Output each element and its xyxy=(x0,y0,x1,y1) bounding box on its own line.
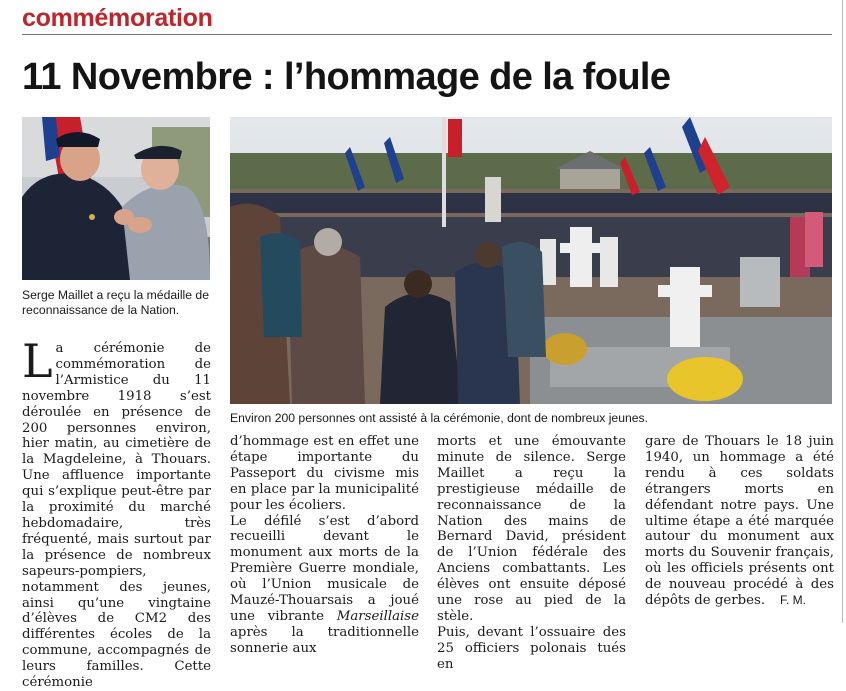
column-2-paragraph-a: d’hommage est en effet une étape importante du Passeport du civisme mis en place par la municipalité pour les écoliers. xyxy=(230,434,419,513)
crowd-cemetery-photo xyxy=(230,117,832,404)
column-2-text-post: après la traditionnelle sonnerie aux xyxy=(230,624,419,656)
drop-cap: L xyxy=(22,334,53,388)
article-column-1 xyxy=(22,334,211,691)
article-column-3 xyxy=(437,434,626,673)
marseillaise-italic: Marseillaise xyxy=(336,608,419,624)
column-3-paragraph-b: Puis, devant l’ossuaire des 25 officiers polonais tués en xyxy=(437,624,626,672)
rubric-divider xyxy=(22,34,832,35)
column-4-text: gare de Thouars le 18 juin 1940, un hommage a été rendu à ces soldats étrangers morts en défendant notre pays. Une ultime étape a été marquée autour du monument aux morts du Souvenir français, où les officiels présents ont de nouveau procédé à des dépôts de gerbes. xyxy=(645,434,834,609)
big-photo-caption: Environ 200 personnes ont assisté à la cérémonie, dont de nombreux jeunes. xyxy=(230,411,649,425)
page-edge-rule xyxy=(842,0,843,623)
article-column-4 xyxy=(645,434,834,609)
small-photo-caption: Serge Maillet a reçu la médaille de reconnaissance de la Nation. xyxy=(22,288,209,317)
article-headline: 11 Novembre : l’hommage de la foule xyxy=(22,56,671,98)
author-signature: F. M. xyxy=(780,593,806,607)
medal-ceremony-photo xyxy=(22,117,210,280)
column-1-text: a cérémonie de commémoration de l’Armistice du 11 novembre 1918 s’est déroulée en présence de 200 personnes environ, hier matin, au cimetière de la Magdeleine, à Thouars. Une affluence importante qui s’explique peut-être par la proximité du marché hebdomadaire, très fréquenté, mais surtout par la présence de nombreux sapeurs-pompiers, notamment des jeunes, ainsi qu’une vingtaine d’élèves de CM2 des différentes écoles de la commune, accompagnés de leurs familles. Cette cérémonie xyxy=(22,341,211,691)
article-column-2 xyxy=(230,434,419,657)
section-rubric: commémoration xyxy=(22,4,213,32)
column-2-paragraph-b xyxy=(230,514,419,657)
column-3-paragraph-a: morts et une émouvante minute de silence. Serge Maillet a reçu la prestigieuse médaille de reconnaissance de la Nation des mains de Bernard David, président de l’Union fédérale des Anciens combattants. Les élèves ont ensuite déposé une rose au pied de la stèle. xyxy=(437,434,626,624)
column-2-text-pre: Le défilé s’est d’abord recueilli devant le monument aux morts de la Première Guerre mondiale, où l’Union musicale de Mauzé-Thouarsais a joué une vibrante xyxy=(230,513,419,624)
